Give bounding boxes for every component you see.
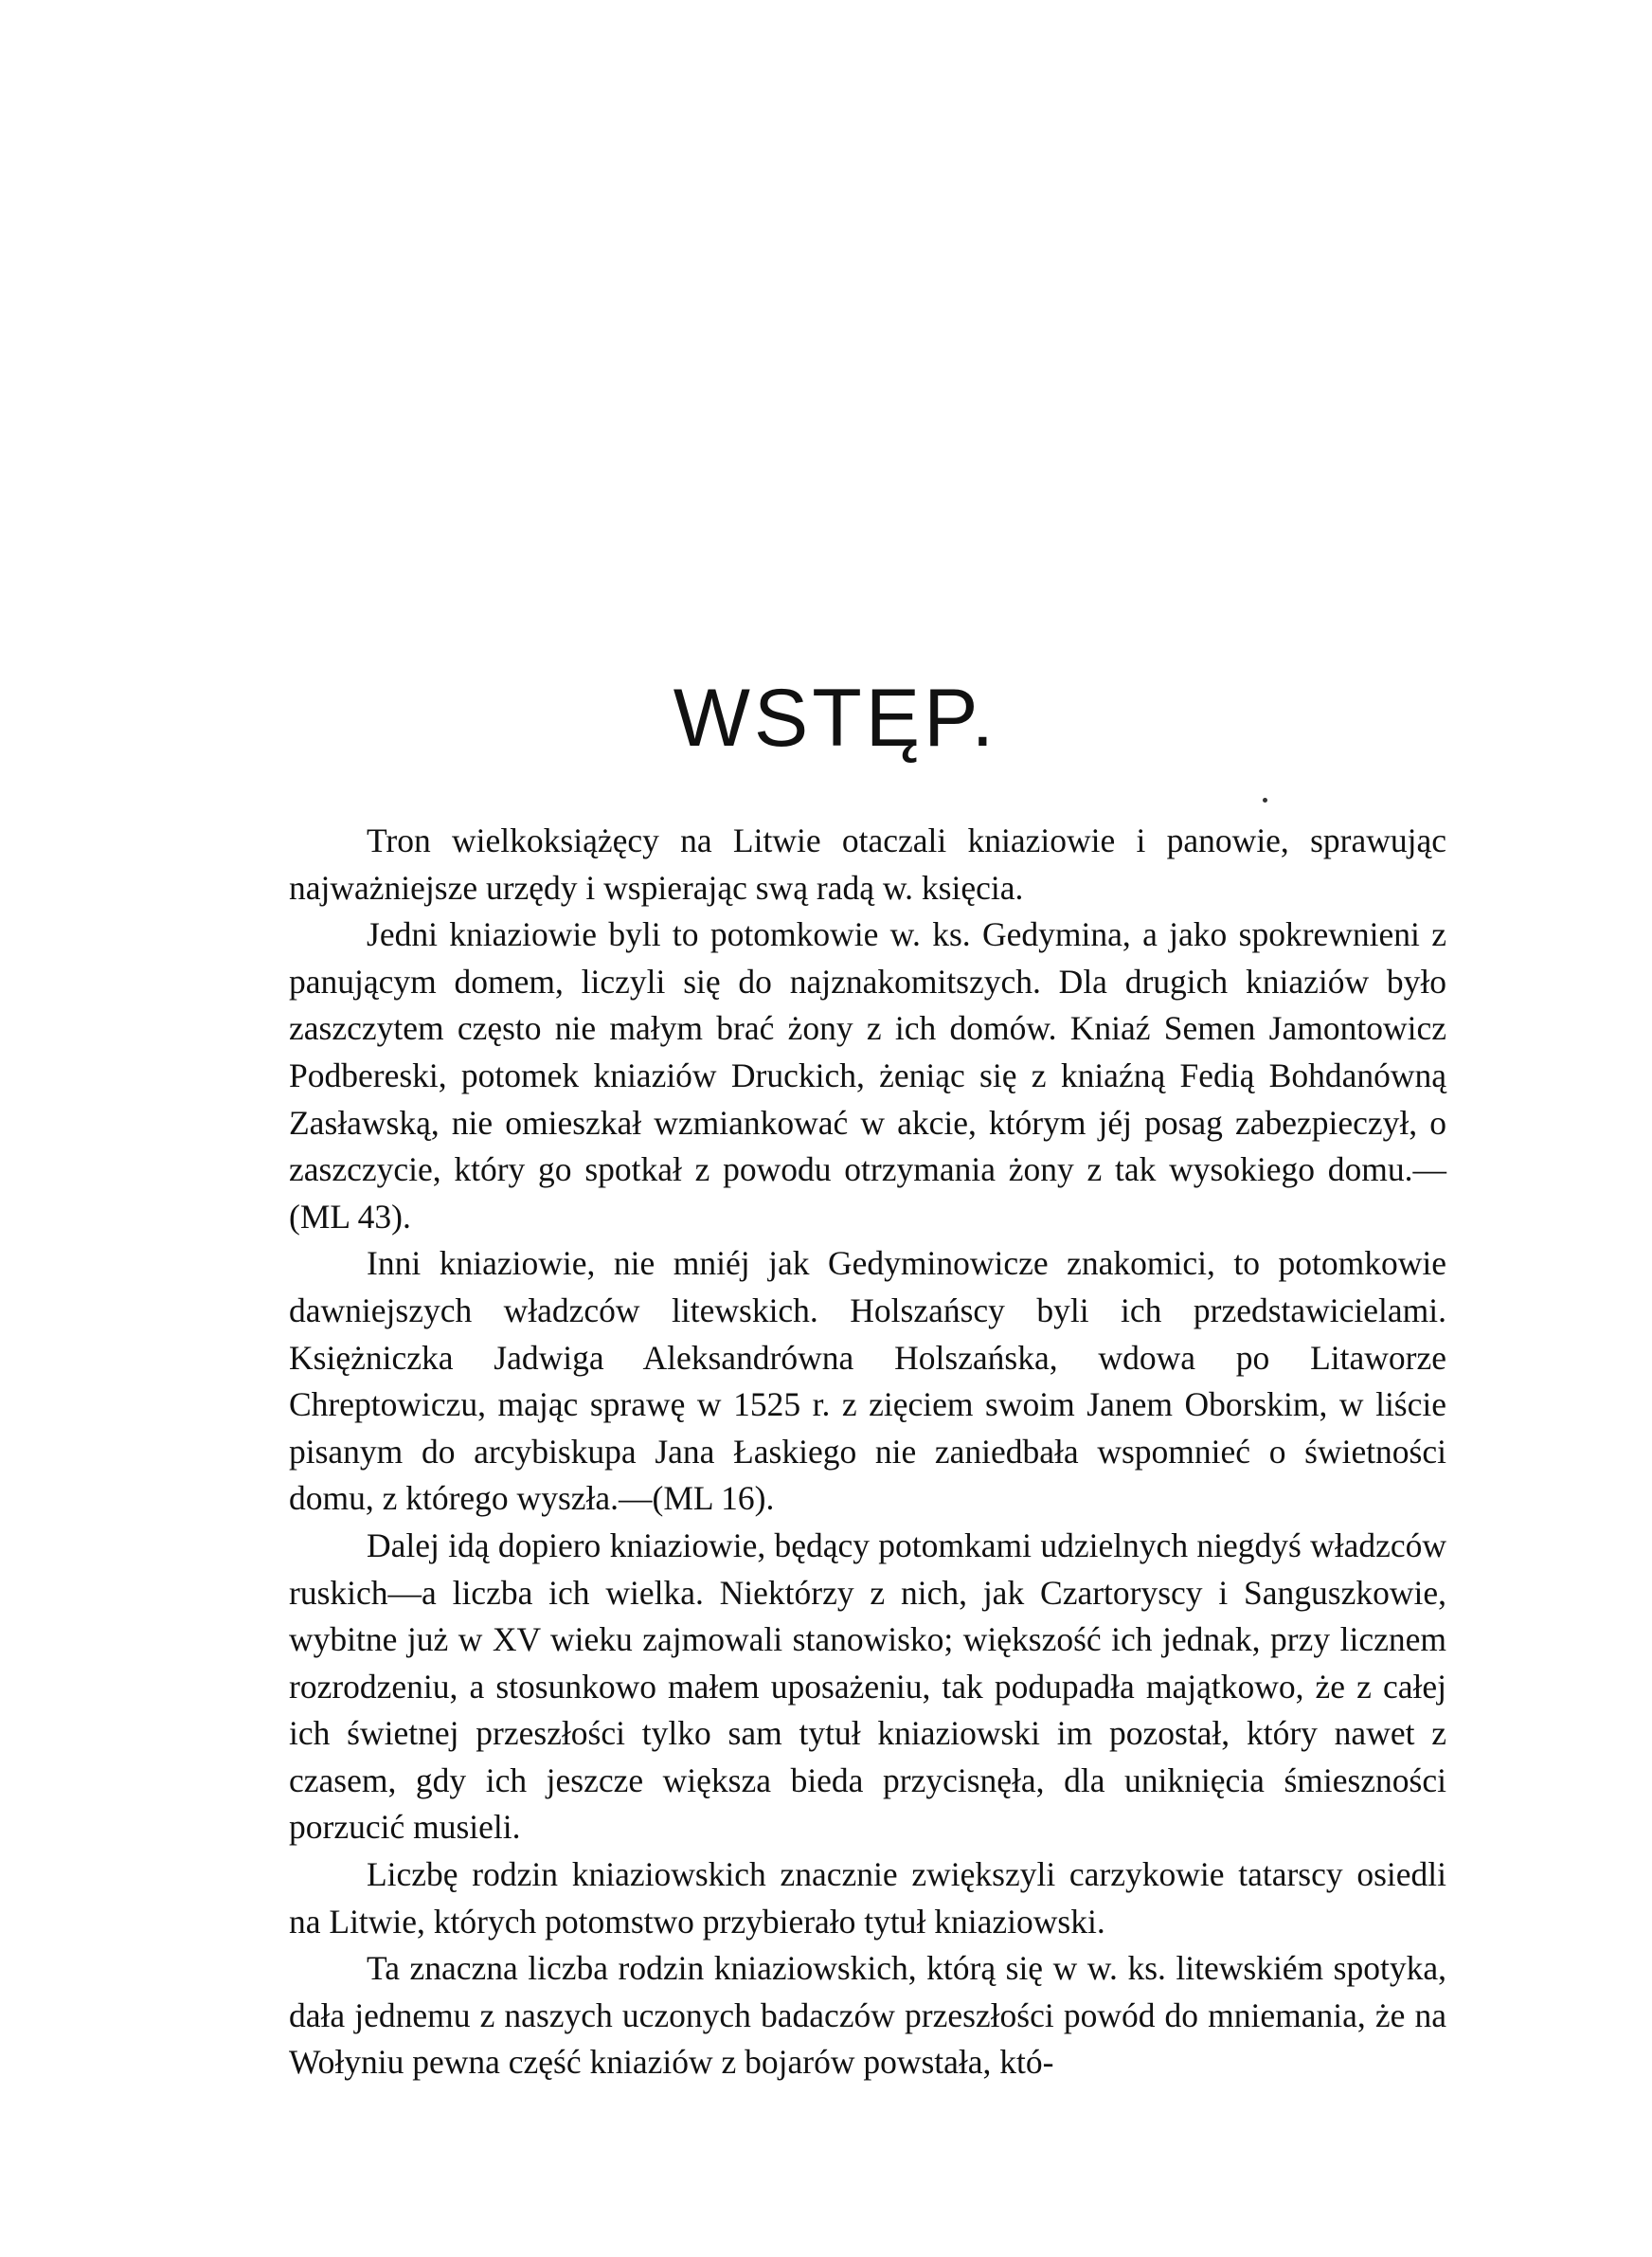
paragraph: Dalej idą dopiero kniaziowie, będący potomkami udzielnych niegdyś władzców ruskich—a liczba ich wielka. Niektórzy z nich, jak Czartoryscy i Sanguszkowie, wybitne już w XV wieku zajmowali stanowisko; większość ich jednak, przy licznem rozrodzeniu, a stosunkowo małem uposażeniu, tak podupadła majątkowo, że z całej ich świetnej przeszłości tylko sam tytuł kniaziowski im pozostał, który nawet z czasem, gdy ich jeszcze większa bieda przycisnęła, dla uniknięcia śmieszności porzucić musieli. (289, 1526, 1446, 1847)
paragraph: Jedni kniaziowie byli to potomkowie w. ks. Gedymina, a jako spokrewnieni z panującym domem, liczyli się do najznakomitszych. Dla drugich kniaziów było zaszczytem często nie małym brać żony z ich domów. Kniaź Semen Jamontowicz Podbereski, potomek kniaziów Druckich, żeniąc się z kniaźną Fedią Bohdanówną Zasławską, nie omieszkał wzmiankować w akcie, którym jéj posag zabezpieczył, o zaszczycie, który go spotkał z powodu otrzymania żony z tak wysokiego domu.—(ML 43). (289, 915, 1446, 1236)
paragraph: Inni kniaziowie, nie mniéj jak Gedyminowicze znakomici, to potomkowie dawniejszych władzców litewskich. Holszańscy byli ich przedstawicielami. Księżniczka Jadwiga Aleksandrówna Holszańska, wdowa po Litaworze Chreptowiczu, mając sprawę w 1525 r. z zięciem swoim Janem Oborskim, w liście pisanym do arcybiskupa Jana Łaskiego nie zaniedbała wspomnieć o świetności domu, z którego wyszła.—(ML 16). (289, 1244, 1446, 1518)
paragraph: Tron wielkoksiążęcy na Litwie otaczali kniaziowie i panowie, sprawując najważniejsze urzędy i wspierając swą radą w. księcia. (289, 822, 1446, 907)
page-title: WSTĘP. (673, 673, 998, 764)
ink-dot (1263, 798, 1267, 803)
body-text (289, 818, 1446, 2086)
paragraph: Liczbę rodzin kniaziowskich znacznie zwiększyli carzykowie tatarscy osiedli na Litwie, których potomstwo przybierało tytuł kniaziowski. (289, 1855, 1446, 1941)
paragraph: Ta znaczna liczba rodzin kniaziowskich, którą się w w. ks. litewskiém spotyka, dała jednemu z naszych uczonych badaczów przeszłości powód do mniemania, że na Wołyniu pewna część kniaziów z bojarów powstała, któ- (289, 1949, 1446, 2082)
